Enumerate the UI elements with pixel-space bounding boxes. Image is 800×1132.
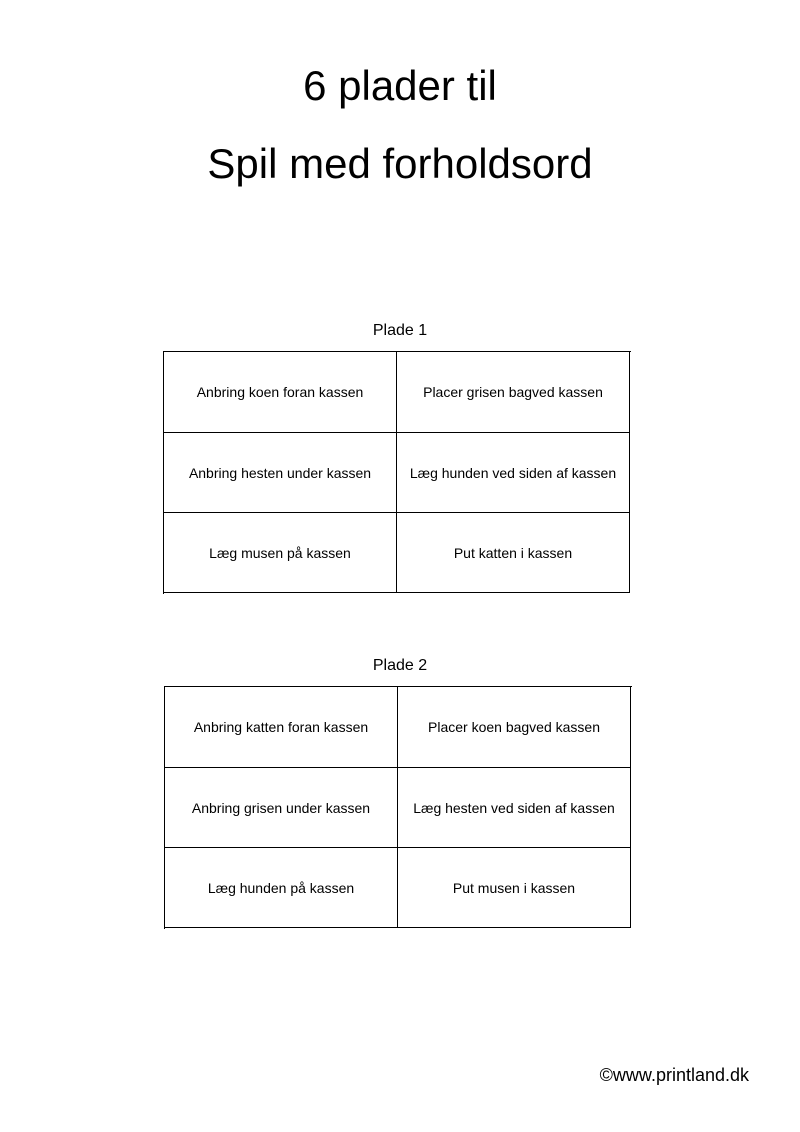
plate-2-label: Plade 2 bbox=[372, 657, 428, 674]
plate-1-grid bbox=[163, 351, 631, 594]
plate-1-cell: Læg hunden ved siden af kassen bbox=[397, 433, 630, 513]
plate-2-cell: Anbring grisen under kassen bbox=[165, 768, 398, 848]
plate-2-cell: Anbring katten foran kassen bbox=[165, 687, 398, 768]
plate-2-cell: Læg hunden på kassen bbox=[165, 848, 398, 928]
plate-1-cell: Læg musen på kassen bbox=[164, 513, 397, 593]
plate-1-cell: Put katten i kassen bbox=[397, 513, 630, 593]
plate-2-cell: Placer koen bagved kassen bbox=[398, 687, 631, 768]
plate-2-grid bbox=[164, 686, 632, 929]
page-title-line-1: 6 plader til bbox=[303, 62, 497, 109]
plate-1-label: Plade 1 bbox=[372, 322, 428, 339]
plate-2-cell: Put musen i kassen bbox=[398, 848, 631, 928]
copyright-footer: ©www.printland.dk bbox=[599, 1065, 749, 1085]
plate-2-cell: Læg hesten ved siden af kassen bbox=[398, 768, 631, 848]
plate-1-cell: Anbring koen foran kassen bbox=[164, 352, 397, 433]
plate-1-cell: Anbring hesten under kassen bbox=[164, 433, 397, 513]
page-title-line-2: Spil med forholdsord bbox=[207, 140, 593, 187]
plate-1-cell: Placer grisen bagved kassen bbox=[397, 352, 630, 433]
